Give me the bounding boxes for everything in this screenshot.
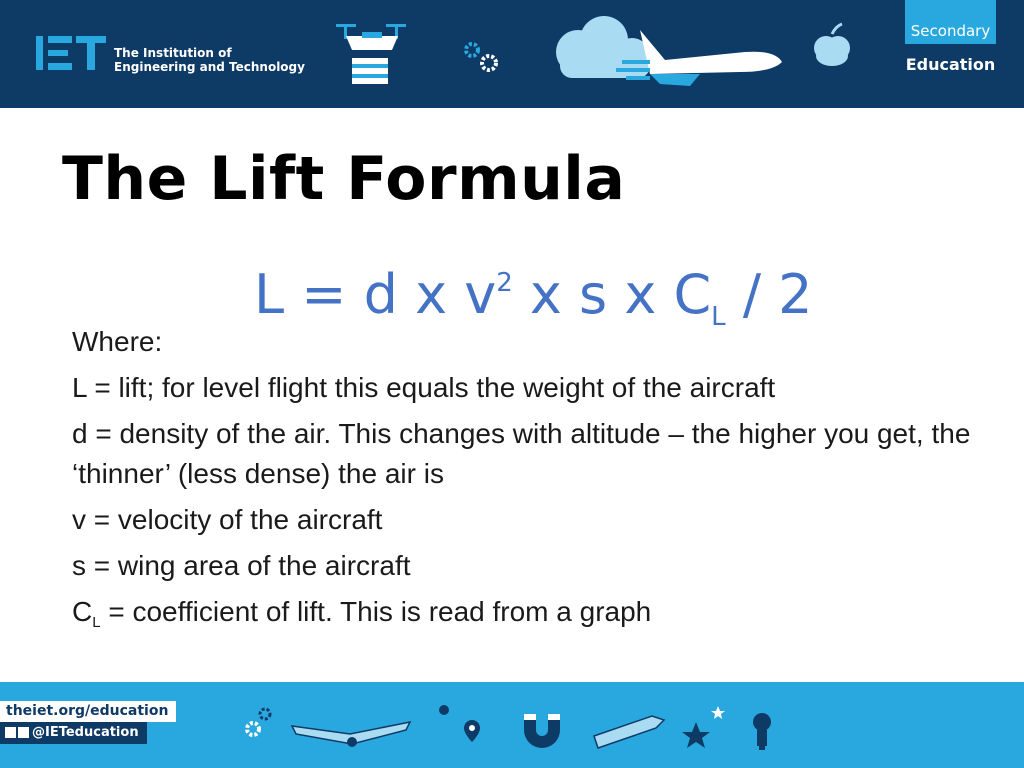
cl-text: = coefficient of lift. This is read from a graph bbox=[100, 596, 652, 627]
definition-wing-area: s = wing area of the aircraft bbox=[72, 550, 411, 581]
footer-illustrations bbox=[0, 682, 1024, 768]
formula-superscript: 2 bbox=[496, 268, 513, 298]
org-name-line1: The Institution of bbox=[114, 46, 232, 60]
header-illustrations bbox=[0, 0, 900, 108]
website-link[interactable]: theiet.org/education bbox=[0, 701, 176, 722]
definition-lift: L = lift; for level flight this equals the weight of the aircraft bbox=[72, 372, 776, 403]
aircraft-icon bbox=[292, 722, 410, 747]
location-pin-icon bbox=[439, 705, 480, 742]
formula-part-1: L = d x v bbox=[254, 263, 497, 326]
apple-icon bbox=[814, 24, 850, 66]
formula-part-2: x s x C bbox=[512, 263, 712, 326]
cl-symbol: C bbox=[72, 596, 93, 627]
star-icon bbox=[682, 706, 725, 748]
gears-icon bbox=[466, 44, 496, 70]
definition-density: d = density of the air. This changes with altitude – the higher you get, the ‘thinner’ (less dense) the air is bbox=[72, 418, 971, 489]
magnet-icon bbox=[524, 714, 560, 748]
slide-title: The Lift Formula bbox=[62, 144, 626, 214]
definitions-list bbox=[72, 322, 982, 649]
definition-velocity: v = velocity of the aircraft bbox=[72, 504, 383, 535]
light-bulb-icon bbox=[753, 713, 771, 750]
cl-subscript: L bbox=[92, 614, 101, 631]
education-label: Education bbox=[905, 55, 996, 74]
secondary-badge bbox=[905, 0, 996, 44]
pencil-icon bbox=[594, 716, 664, 748]
gears-icon bbox=[247, 709, 270, 735]
where-label: Where: bbox=[72, 326, 163, 357]
secondary-label: Secondary bbox=[910, 22, 991, 40]
definition-coefficient bbox=[72, 592, 982, 643]
formula-subscript: L bbox=[711, 302, 726, 332]
footer-banner bbox=[0, 682, 1024, 768]
social-handle: @IETeducation bbox=[32, 725, 139, 740]
drone-icon bbox=[336, 24, 406, 84]
org-name-line2: Engineering and Technology bbox=[114, 60, 305, 74]
formula-part-3: / 2 bbox=[725, 263, 813, 326]
header-banner bbox=[0, 0, 1024, 108]
